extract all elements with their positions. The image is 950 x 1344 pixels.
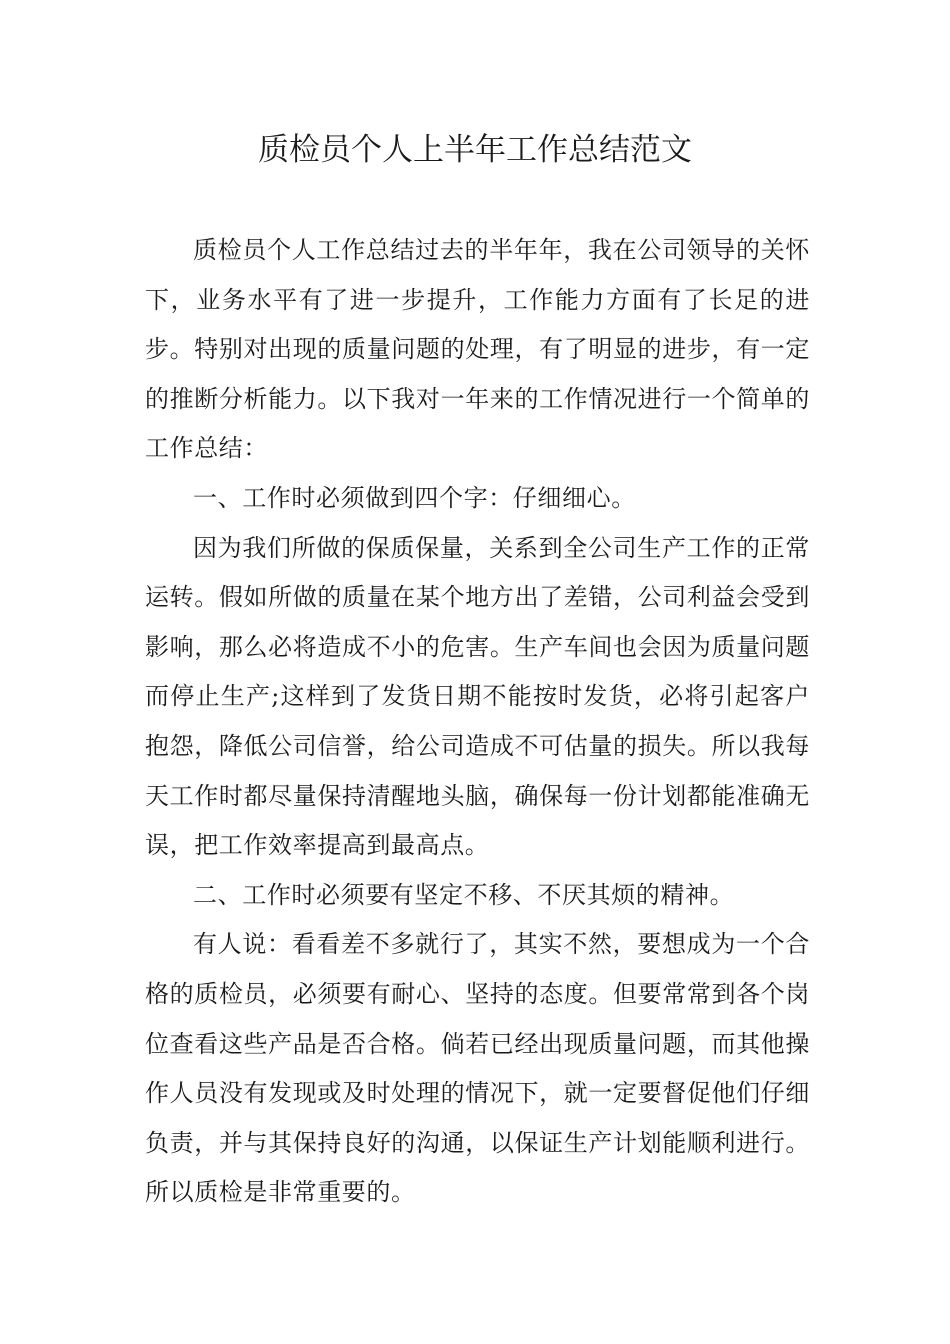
section-heading-1: 一、工作时必须做到四个字：仔细细心。 <box>193 483 636 512</box>
section-heading-2: 二、工作时必须要有坚定不移、不厌其烦的精神。 <box>193 880 735 909</box>
document-title: 质检员个人上半年工作总结范文 <box>258 132 692 168</box>
paragraph-section-1: 因为我们所做的保质保量，关系到全公司生产工作的正常运转。假如所做的质量在某个地方出了差错，公司利益会受到影响，那么必将造成不小的危害。生产车间也会因为质量问题而停止生产;这样到了发货日期不能按时发货，必将引起客户抱怨，降低公司信誉，给公司造成不可估量的损失。所以我每天工作时都尽量保持清醒地头脑，确保每一份计划都能准确无误，把工作效率提高到最高点。 <box>145 533 810 860</box>
document-body <box>145 226 810 1218</box>
paragraph-section-2: 有人说：看看差不多就行了，其实不然，要想成为一个合格的质检员，必须要有耐心、坚持的态度。但要常常到各个岗位查看这些产品是否合格。倘若已经出现质量问题，而其他操作人员没有发现或及时处理的情况下，就一定要督促他们仔细负责，并与其保持良好的沟通，以保证生产计划能顺利进行。所以质检是非常重要的。 <box>145 930 810 1207</box>
paragraph-intro: 质检员个人工作总结过去的半年年，我在公司领导的关怀下，业务水平有了进一步提升，工作能力方面有了长足的进步。特别对出现的质量问题的处理，有了明显的进步，有一定的推断分析能力。以下我对一年来的工作情况进行一个简单的工作总结： <box>145 236 810 463</box>
